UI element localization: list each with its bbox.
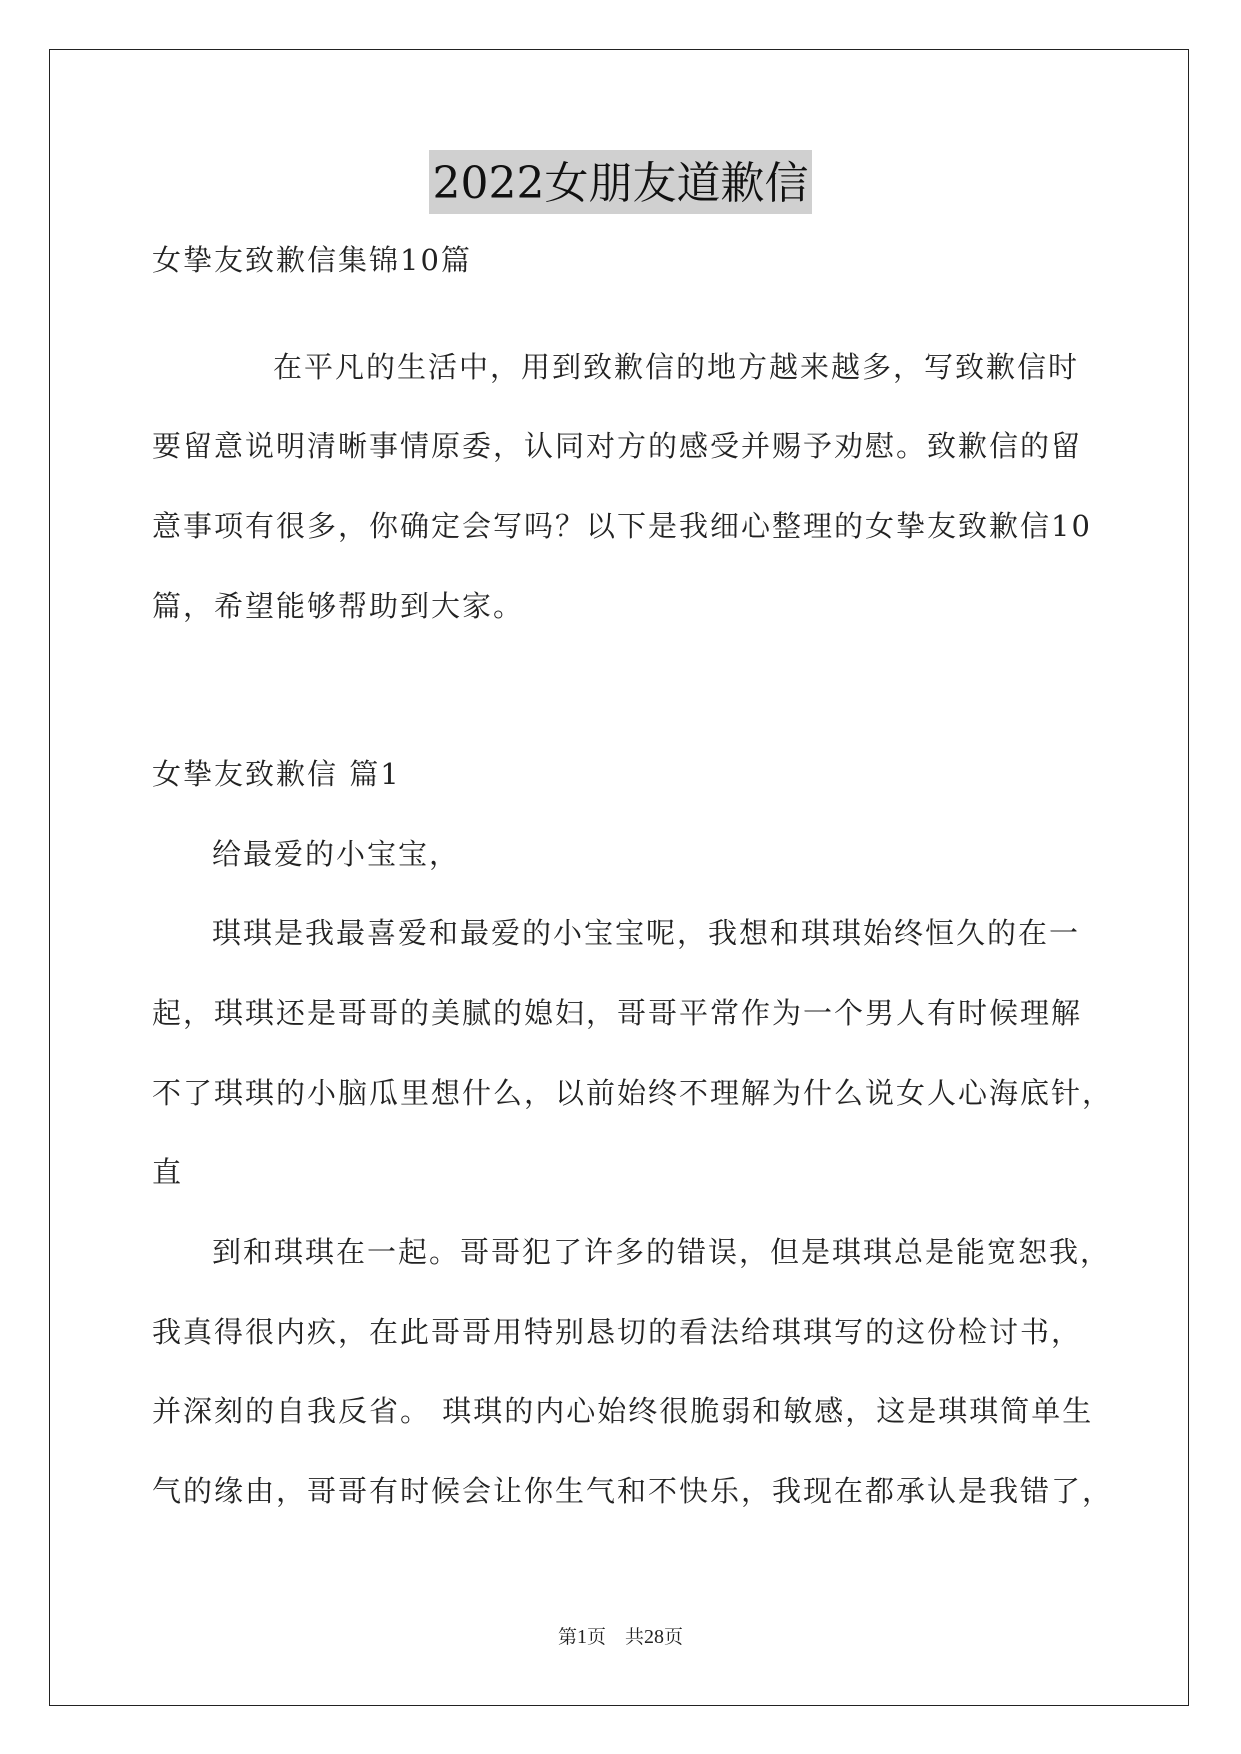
page-footer xyxy=(0,1622,1241,1649)
footer-prefix: 第 xyxy=(557,1626,577,1648)
document-title: 2022女朋友道歉信 xyxy=(429,150,813,214)
paragraph-line: 直 xyxy=(152,1155,184,1189)
paragraph-line: 篇，希望能够帮助到大家。 xyxy=(152,589,525,623)
footer-mid: 页 共 xyxy=(586,1626,644,1648)
paragraph-line: 起，琪琪还是哥哥的美腻的媳妇，哥哥平常作为一个男人有时候理解 xyxy=(152,996,1083,1030)
footer-page-total: 28 xyxy=(644,1626,664,1648)
paragraph-line: 并深刻的自我反省。 琪琪的内心始终很脆弱和敏感，这是琪琪简单生 xyxy=(152,1394,1094,1428)
footer-page-current: 1 xyxy=(576,1626,587,1648)
footer-suffix: 页 xyxy=(664,1626,684,1648)
section-heading: 女挚友致歉信 篇1 xyxy=(152,757,401,791)
paragraph-line: 我真得很内疚，在此哥哥用特别恳切的看法给琪琪写的这份检讨书， xyxy=(152,1315,1083,1349)
title-container xyxy=(0,150,1241,214)
paragraph-line: 琪琪是我最喜爱和最爱的小宝宝呢，我想和琪琪始终恒久的在一 xyxy=(212,916,1081,950)
salutation: 给最爱的小宝宝， xyxy=(212,837,461,871)
paragraph-line: 在平凡的生活中，用到致歉信的地方越来越多，写致歉信时 xyxy=(273,350,1080,384)
page-border xyxy=(49,49,1189,1706)
paragraph-line: 气的缘由，哥哥有时候会让你生气和不快乐，我现在都承认是我错了， xyxy=(152,1474,1114,1508)
subtitle: 女挚友致歉信集锦10篇 xyxy=(152,243,472,277)
paragraph-line: 意事项有很多，你确定会写吗？以下是我细心整理的女挚友致歉信10 xyxy=(152,509,1092,543)
paragraph-line: 不了琪琪的小脑瓜里想什么，以前始终不理解为什么说女人心海底针， xyxy=(152,1076,1114,1110)
paragraph-line: 要留意说明清晰事情原委，认同对方的感受并赐予劝慰。致歉信的留 xyxy=(152,429,1083,463)
paragraph-line: 到和琪琪在一起。哥哥犯了许多的错误，但是琪琪总是能宽恕我， xyxy=(212,1235,1112,1269)
